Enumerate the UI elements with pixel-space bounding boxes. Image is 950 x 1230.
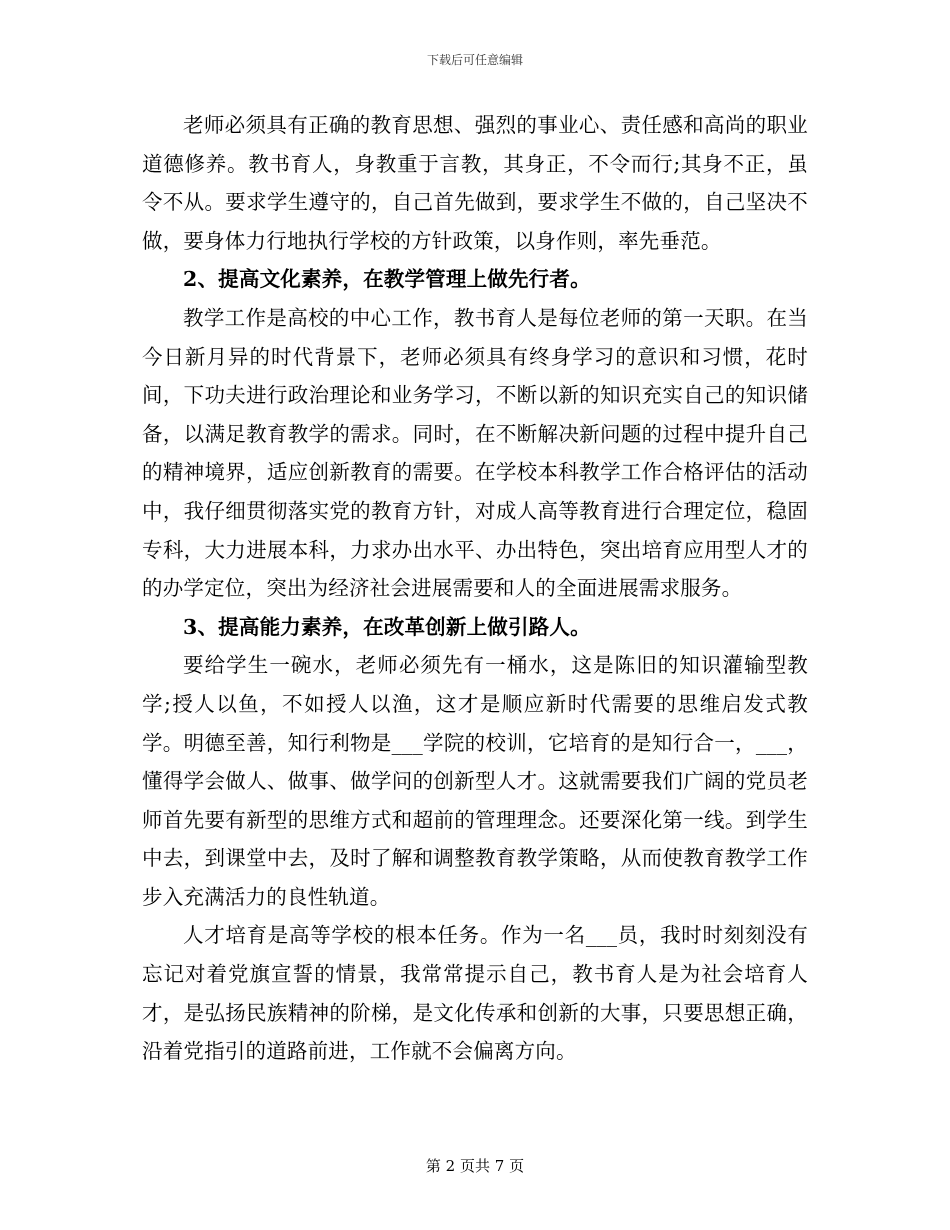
section-heading-2: 2、提高文化素养，在教学管理上做先行者。 xyxy=(183,267,591,292)
page-header: 下载后可任意编辑 xyxy=(426,53,523,67)
paragraph-teacher-ethics: 老师必须具有正确的教育思想、强烈的事业心、责任感和高尚的职业道德修养。教书育人，身教重于言教，其身正，不令而行;其身不正，虽令不从。要求学生遵守的，自己首先做到，要求学生不做的，自己坚决不做，要身体力行地执行学校的方针政策，以身作则，率先垂范。 xyxy=(142,113,808,253)
paragraph-innovation: 要给学生一碗水，老师必须先有一桶水，这是陈旧的知识灌输型教学;授人以鱼，不如授人以渔，这才是顺应新时代需要的思维启发式教学。明德至善，知行利物是___学院的校训，它培育的是知行合一，___，懂得学会做人、做事、做学问的创新型人才。这就需要我们广阔的党员老师首先要有新型的思维方式和超前的管理理念。还要深化第一线。到学生中去，到课堂中去，及时了解和调整教育教学策略，从而使教育教学工作步入充满活力的良性轨道。 xyxy=(142,653,808,909)
paragraph-talent-cultivation: 人才培育是高等学校的根本任务。作为一名___员，我时时刻刻没有忘记对着党旗宣誓的情景，我常常提示自己，教书育人是为社会培育人才，是弘扬民族精神的阶梯，是文化传承和创新的大事，只要思想正确，沿着党指引的道路前进，工作就不会偏离方向。 xyxy=(142,923,808,1064)
document-body xyxy=(142,106,808,1071)
page-number-footer: 第 2 页共 7 页 xyxy=(425,1157,525,1175)
section-heading-3: 3、提高能力素养，在改革创新上做引路人。 xyxy=(183,614,591,639)
paragraph-cultural-literacy: 教学工作是高校的中心工作，教书育人是每位老师的第一天职。在当今日新月异的时代背景下，老师必须具有终身学习的意识和习惯，花时间，下功夫进行政治理论和业务学习，不断以新的知识充实自己的知识储备，以满足教育教学的需求。同时，在不断解决新问题的过程中提升自己的精神境界，适应创新教育的需要。在学校本科教学工作合格评估的活动中，我仔细贯彻落实党的教育方针，对成人高等教育进行合理定位，稳固专科，大力进展本科，力求办出水平、办出特色，突出培育应用型人才的的办学定位，突出为经济社会进展需要和人的全面进展需求服务。 xyxy=(142,305,808,601)
